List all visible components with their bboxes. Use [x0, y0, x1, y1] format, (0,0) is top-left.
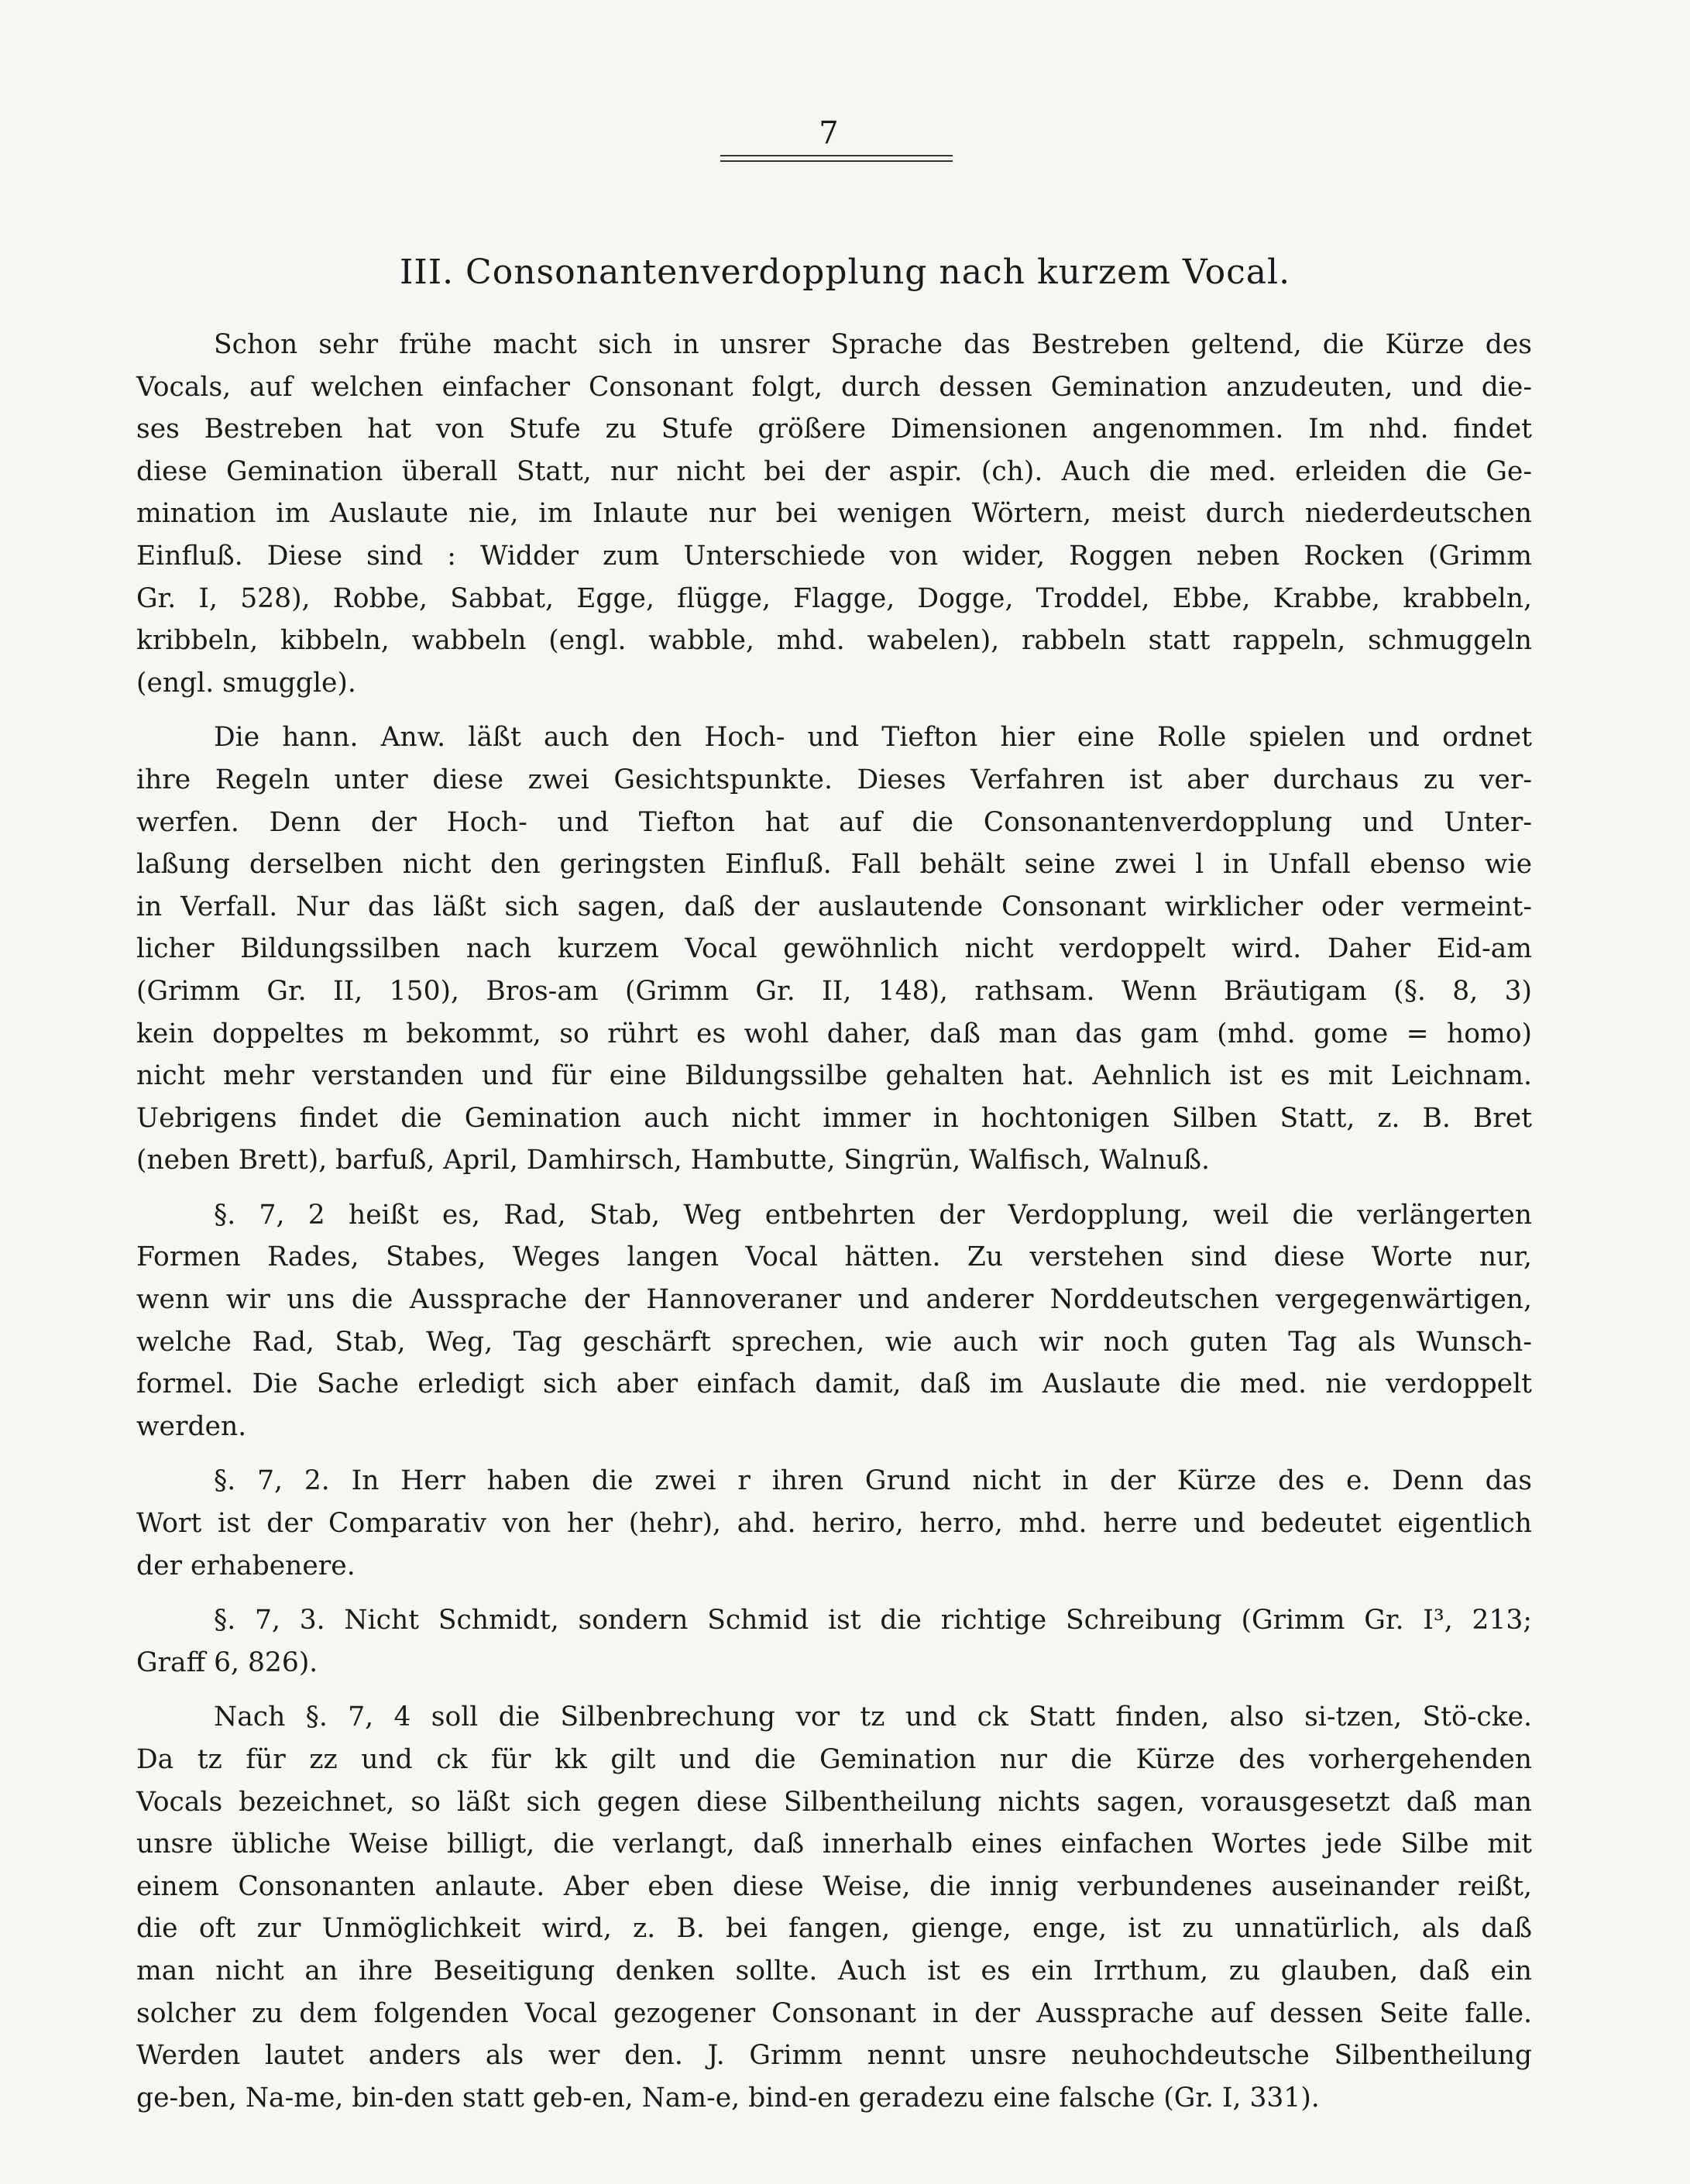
text-line: solcher zu dem folgenden Vocal gezogener Consonant in der Aussprache auf dessen Seite falle.	[136, 1997, 1532, 2029]
text-line: werfen. Denn der Hoch- und Tiefton hat auf die Consonantenverdopplung und Unter-	[136, 806, 1532, 838]
text-line: Gr. I, 528), Robbe, Sabbat, Egge, flügge, Flagge, Dogge, Troddel, Ebbe, Krabbe, krabbeln,	[136, 582, 1532, 614]
text-line: Nach §. 7, 4 soll die Silbenbrechung vor tz und ck Statt finden, also si-tzen, Stö-cke.	[214, 1702, 1532, 1733]
page-number: 7	[819, 115, 839, 151]
text-line: licher Bildungssilben nach kurzem Vocal gewöhnlich nicht verdoppelt wird. Daher Eid-am	[136, 933, 1532, 965]
text-line: werden.	[136, 1410, 247, 1442]
header-rule	[720, 160, 953, 162]
paragraph	[136, 1460, 1532, 1587]
header-rule	[720, 155, 953, 156]
text-line: Wort ist der Comparativ von her (hehr), ahd. heriro, herro, mhd. herre und bedeutet eigentlich	[136, 1508, 1532, 1540]
text-line: ge-ben, Na-me, bin-den statt geb-en, Nam-e, bind-en geradezu eine falsche (Gr. I, 331).	[136, 2082, 1320, 2114]
text-line: kein doppeltes m bekommt, so rührt es wohl daher, daß man das gam (mhd. gome = homo)	[136, 1018, 1532, 1049]
text-line: welche Rad, Stab, Weg, Tag geschärft sprechen, wie auch wir noch guten Tag als Wunsch-	[136, 1326, 1532, 1358]
text-line: kribbeln, kibbeln, wabbeln (engl. wabble, mhd. wabelen), rabbeln statt rappeln, schmuggeln	[136, 625, 1532, 657]
text-line: mination im Auslaute nie, im Inlaute nur bei wenigen Wörtern, meist durch niederdeutschen	[136, 498, 1532, 530]
text-line: wenn wir uns die Aussprache der Hannoveraner und anderer Norddeutschen vergegenwärtigen,	[136, 1284, 1532, 1316]
text-line: unsre übliche Weise billigt, die verlangt, daß innerhalb eines einfachen Wortes jede Silbe mit	[136, 1829, 1532, 1860]
text-line: Da tz für zz und ck für kk gilt und die Gemination nur die Kürze des vorhergehenden	[136, 1744, 1532, 1775]
text-line: Die hann. Anw. läßt auch den Hoch- und Tiefton hier eine Rolle spielen und ordnet	[214, 722, 1532, 754]
text-line: in Verfall. Nur das läßt sich sagen, daß der auslautende Consonant wirklicher oder vermeint-	[136, 891, 1532, 922]
text-line: §. 7, 3. Nicht Schmidt, sondern Schmid ist die richtige Schreibung (Grimm Gr. I³, 213;	[214, 1605, 1532, 1636]
text-line: nicht mehr verstanden und für eine Bildungssilbe gehalten hat. Aehnlich ist es mit Leichnam.	[136, 1060, 1532, 1092]
text-line: einem Consonanten anlaute. Aber eben diese Weise, die innig verbundenes auseinander reißt,	[136, 1870, 1532, 1902]
text-line: formel. Die Sache erledigt sich aber einfach damit, daß im Auslaute die med. nie verdoppelt	[136, 1368, 1532, 1400]
text-line: Formen Rades, Stabes, Weges langen Vocal hätten. Zu verstehen sind diese Worte nur,	[136, 1241, 1532, 1273]
text-line: diese Gemination überall Statt, nur nicht bei der aspir. (ch). Auch die med. erleiden die Ge-	[136, 455, 1532, 487]
text-line: §. 7, 2 heißt es, Rad, Stab, Weg entbehrten der Verdopplung, weil die verlängerten	[214, 1199, 1532, 1231]
paragraph	[136, 716, 1532, 1182]
text-line: Vocals bezeichnet, so läßt sich gegen diese Silbentheilung nichts sagen, vorausgesetzt daß man	[136, 1786, 1532, 1818]
text-line: laßung derselben nicht den geringsten Einfluß. Fall behält seine zwei l in Unfall ebenso wie	[136, 849, 1532, 881]
text-line: ses Bestreben hat von Stufe zu Stufe größere Dimensionen angenommen. Im nhd. findet	[136, 414, 1532, 445]
text-line: Vocals, auf welchen einfacher Consonant folgt, durch dessen Gemination anzudeuten, und die-	[136, 371, 1532, 403]
text-line: der erhabenere.	[136, 1550, 356, 1581]
text-line: Uebrigens findet die Gemination auch nicht immer in hochtonigen Silben Statt, z. B. Bret	[136, 1102, 1532, 1134]
text-line: (Grimm Gr. II, 150), Bros-am (Grimm Gr. II, 148), rathsam. Wenn Bräutigam (§. 8, 3)	[136, 975, 1532, 1007]
text-line: Schon sehr frühe macht sich in unsrer Sprache das Bestreben geltend, die Kürze des	[214, 329, 1532, 360]
body-text	[136, 324, 1532, 2119]
paragraph	[136, 1599, 1532, 1684]
text-line: (engl. smuggle).	[136, 667, 356, 699]
text-line: ihre Regeln unter diese zwei Gesichtspunkte. Dieses Verfahren ist aber durchaus zu ver-	[136, 764, 1532, 795]
text-line: (neben Brett), barfuß, April, Damhirsch, Hambutte, Singrün, Walfisch, Walnuß.	[136, 1145, 1210, 1176]
section-heading: III. Consonantenverdopplung nach kurzem Vocal.	[399, 252, 1291, 292]
text-line: Graff 6, 826).	[136, 1647, 318, 1678]
text-line: Einfluß. Diese sind : Widder zum Unterschiede von wider, Roggen neben Rocken (Grimm	[136, 540, 1532, 572]
text-line: §. 7, 2. In Herr haben die zwei r ihren Grund nicht in der Kürze des e. Denn das	[214, 1465, 1532, 1497]
text-line: die oft zur Unmöglichkeit wird, z. B. bei fangen, gienge, enge, ist zu unnatürlich, als daß	[136, 1913, 1532, 1945]
paragraph	[136, 1194, 1532, 1448]
paragraph	[136, 1696, 1532, 2119]
paragraph	[136, 324, 1532, 704]
text-line: man nicht an ihre Beseitigung denken sollte. Auch ist es ein Irrthum, zu glauben, daß ein	[136, 1955, 1532, 1987]
text-line: Werden lautet anders als wer den. J. Grimm nennt unsre neuhochdeutsche Silbentheilung	[136, 2040, 1532, 2072]
